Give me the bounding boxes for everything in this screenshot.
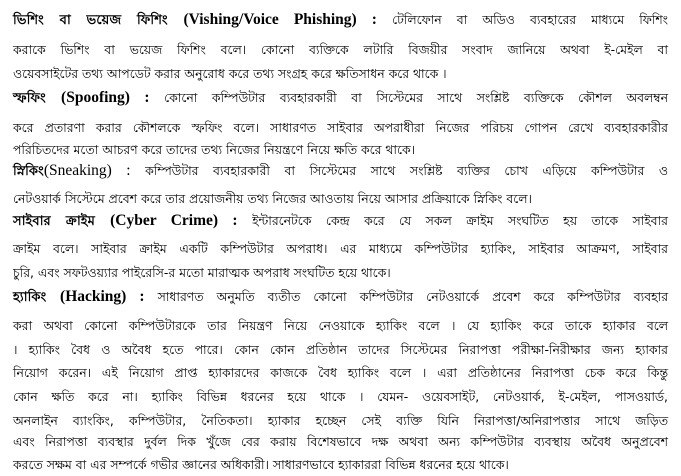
vishing-text-2: করাকে ভিশিং বা ভয়েজ ফিশিং বলে। কোনো ব্যক্তিকে লটারি বিজয়ীর সংবাদ জানিয়ে অথবা ই-মেইল বা bbox=[13, 42, 668, 57]
sneaking-text-2: নেটওয়ার্ক সিস্টেমে প্রবেশ করে তার প্রয়োজনীয় তথ্য নিজের আওতায় নিয়ে আসার প্রক্রিয়াকে স্নিকিং বলে। bbox=[13, 191, 532, 206]
sneaking-paragraph-line-1 bbox=[13, 163, 668, 180]
sneaking-text-1: কম্পিউটার ব্যবহারকারী বা সিস্টেমের সাথে সংশ্লিষ্ট ব্যক্তির চোখ এড়িয়ে কম্পিউটার ও bbox=[145, 163, 668, 178]
sneaking-term-en: (Sneaking) : bbox=[43, 162, 131, 179]
cybercrime-text-2: ক্রাইম বলে। সাইবার ক্রাইম একটি কম্পিউটার অপরাধ। এর মাধ্যমে কম্পিউটার হ্যাকিং, সাইবার আক্রমণ, সাইবার bbox=[13, 241, 668, 256]
hacking-text-8: করতে সক্ষম বা এর সম্পর্কে গভীর জ্ঞানের অধিকারী। সাধারণভাবে হ্যাকাররা বিভিন্ন ধরনের হয়ে থাকে। bbox=[13, 457, 509, 472]
hacking-text-1: সাধারণত অনুমতি ব্যতীত কোনো কম্পিউটার নেটওয়ার্কে প্রবেশ করে কম্পিউটার ব্যবহার bbox=[157, 289, 669, 304]
hacking-text-5: কোন ক্ষতি করে না। হ্যাকিং বিভিন্ন ধরনের হয়ে থাকে । যেমন- ওয়েবসাইট, নেটওয়ার্ক, ই-মেইল, পাসওয়ার্ড, bbox=[13, 389, 668, 404]
hacking-text-6: অনলাইন ব্যাংকিং, কম্পিউটার, নৈতিকতা। হ্যাকার হচ্ছেন সেই ব্যক্তি যিনি নিরাপত্তা/অনিরাপত্তার সাথে জড়িত bbox=[13, 413, 668, 428]
cybercrime-text-1: ইন্টারনেটকে কেন্দ্র করে যে সকল ক্রাইম সংঘটিত হয় তাকে সাইবার bbox=[252, 213, 668, 228]
hacking-text-7: এবং নিরাপত্তা ব্যবস্থার দুর্বল দিক খুঁজে বের করায় বিশেষভাবে দক্ষ অথবা অন্য কম্পিউটার ব্যবস্থায় অবৈধ অনুপ্রবেশ bbox=[13, 434, 668, 449]
spoofing-paragraph-line-1 bbox=[13, 90, 668, 107]
cybercrime-term-en: (Cyber Crime) : bbox=[110, 212, 238, 229]
cybercrime-paragraph-line-1 bbox=[13, 213, 668, 230]
hacking-text-2: করা অথবা কোনো কম্পিউটারকে তার নিয়ন্ত্রণ নিয়ে নেওয়াকে হ্যাকিং বলে । যে হ্যাকিং করে তাকে হ্যাকার বলে bbox=[13, 318, 668, 333]
sneaking-term: স্নিকিং(Sneaking) : bbox=[13, 162, 131, 179]
spoofing-text-3: পরিচিতদের মতো আচরণ করে তাদের তথ্য নিজের নিয়ন্ত্রণে নিয়ে ক্ষতি করে থাকে। bbox=[13, 142, 416, 157]
vishing-term: ভিশিং বা ভয়েজ ফিশিং (Vishing/Voice Phishing) : bbox=[13, 11, 377, 28]
vishing-term-en: (Vishing/Voice Phishing) : bbox=[183, 11, 377, 28]
hacking-paragraph-line-1 bbox=[13, 289, 668, 306]
hacking-term: হ্যাকিং (Hacking) : bbox=[13, 288, 145, 305]
spoofing-text-2: করে প্রতারণা করার কৌশলকে স্ফফিং বলে। সাধারণত সাইবার অপরাধীরা নিজের পরিচয় গোপন রেখে ব্যবহারকারীর bbox=[13, 120, 668, 135]
vishing-text-1: টেলিফোন বা অডিও ব্যবহারের মাধ্যমে ফিশিং bbox=[392, 12, 669, 27]
cybercrime-term: সাইবার ক্রাইম (Cyber Crime) : bbox=[13, 212, 238, 229]
hacking-text-4: নিয়োগ করেন। এই নিয়োগ প্রাপ্ত হ্যাকারদের কাজকে বৈধ হ্যাকিং বলে । এরা প্রতিষ্ঠানের নিরাপত্তা চেক করে কিন্তু bbox=[13, 365, 668, 380]
vishing-text-3: ওয়েবসাইটের তথ্য আপডেট করার অনুরোধ করে তথ্য সংগ্রহ করে ক্ষতিসাধন করে থাকে । bbox=[13, 66, 447, 81]
spoofing-term: স্ফফিং (Spoofing) : bbox=[13, 89, 150, 106]
spoofing-term-en: (Spoofing) : bbox=[61, 89, 150, 106]
hacking-term-en: (Hacking) : bbox=[60, 288, 145, 305]
hacking-text-3: । হ্যাকিং বৈধ ও অবৈধ হতে পারে। কোন কোন প্রতিষ্ঠান তাদের সিস্টেমের নিরাপত্তা পরীক্ষা-নিরীক্ষার জন্য হ্যাকার bbox=[13, 342, 668, 357]
vishing-paragraph-line-1 bbox=[13, 12, 668, 29]
spoofing-text-1: কোনো কম্পিউটার ব্যবহারকারী বা সিস্টেমের সাথে সংশ্লিষ্ট ব্যক্তিকে কৌশল অবলম্বন bbox=[164, 90, 668, 105]
cybercrime-text-3: চুরি, এবং সফটওয়্যার পাইরেসি-র মতো মারাত্মক অপরাধ সংঘটিত হয়ে থাকে। bbox=[13, 265, 391, 280]
